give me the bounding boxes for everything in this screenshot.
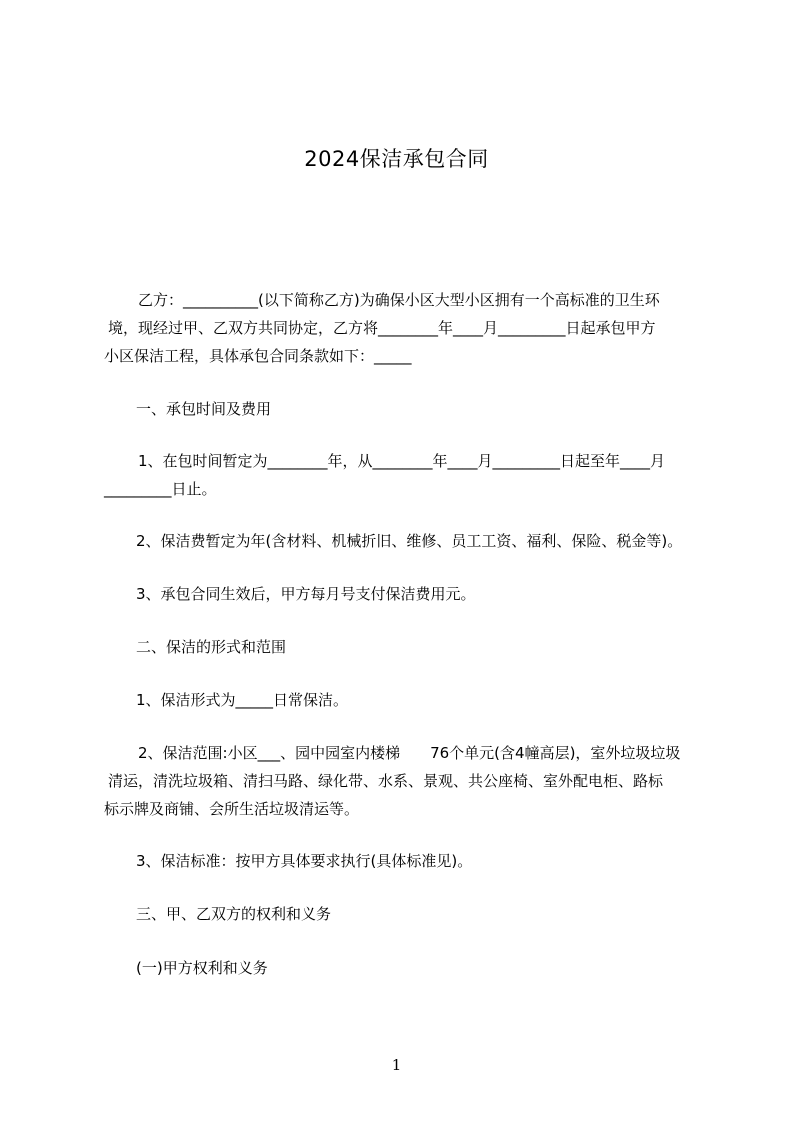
intro-line-2: 境，现经过甲、乙双方共同协定，乙方将________年____月_________日起承包甲方 [108, 319, 656, 337]
section-1-item-1-line-1: 1、在包时间暂定为________年，从________年____月_________日起至年____月 [138, 452, 666, 470]
intro-line-3: 小区保洁工程，具体承包合同条款如下：_____ [104, 347, 412, 365]
section-1-item-1-line-2: _________日止。 [104, 480, 217, 498]
section-1-heading: 一、承包时间及费用 [136, 400, 272, 418]
section-2-item-2-line-3: 标示牌及商铺、会所生活垃圾清运等。 [104, 800, 360, 818]
section-1-item-2: 2、保洁费暂定为年(含材料、机械折旧、维修、员工工资、福利、保险、税金等)。 [136, 532, 683, 550]
page-number: 1 [391, 1056, 402, 1074]
section-3-sub-1: (一)甲方权利和义务 [136, 959, 268, 977]
section-3-heading: 三、甲、乙双方的权利和义务 [136, 905, 332, 923]
section-2-heading: 二、保洁的形式和范围 [136, 638, 287, 656]
section-2-item-2-line-1: 2、保洁范围:小区___、园中园室内楼梯 76个单元(含4幢高层)，室外垃圾垃圾 [138, 744, 681, 762]
section-2-item-1: 1、保洁形式为_____日常保洁。 [136, 691, 349, 709]
section-2-item-3: 3、保洁标准：按甲方具体要求执行(具体标准见)。 [136, 852, 473, 870]
intro-line-1: 乙方：__________(以下简称乙方)为确保小区大型小区拥有一个高标准的卫生环 [138, 291, 660, 309]
section-2-item-2-line-2: 清运，清洗垃圾箱、清扫马路、绿化带、水系、景观、共公座椅、室外配电柜、路标 [108, 772, 664, 790]
section-1-item-3: 3、承包合同生效后，甲方每月号支付保洁费用元。 [136, 585, 476, 603]
document-title: 2024保洁承包合同 [304, 147, 489, 171]
